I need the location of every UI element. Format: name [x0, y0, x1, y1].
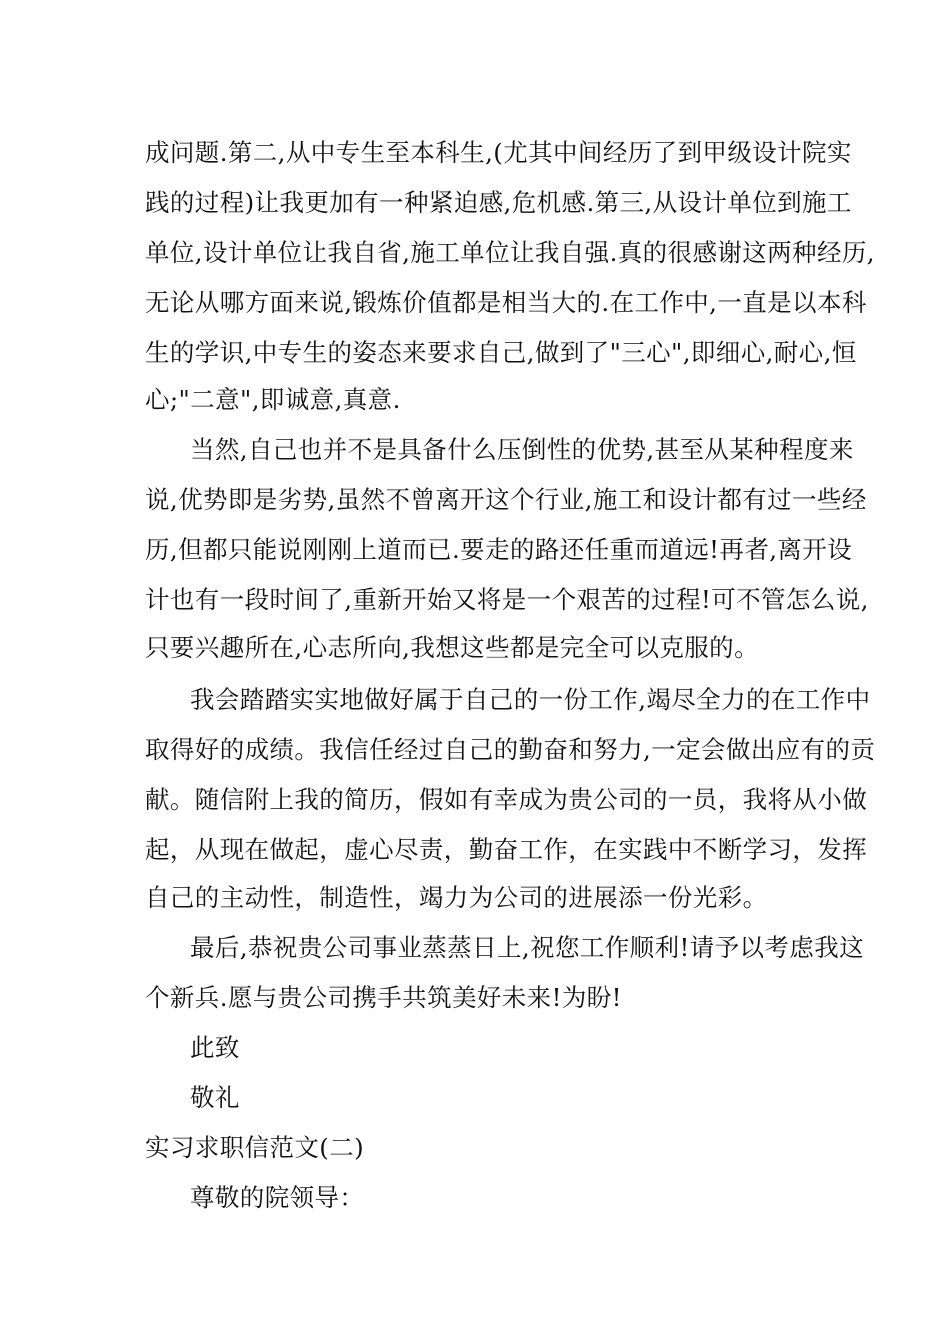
- closing-regards: 敬礼: [190, 1083, 240, 1112]
- paragraph-line: 我会踏踏实实地做好属于自己的一份工作,竭尽全力的在工作中: [190, 685, 871, 714]
- paragraph-line: 献。随信附上我的简历，假如有幸成为贵公司的一员，我将从小做: [145, 785, 868, 814]
- paragraph-line: 成问题.第二,从中专生至本科生,(尤其中间经历了到甲级设计院实: [145, 138, 852, 167]
- paragraph-line: 起，从现在做起，虚心尽责，勤奋工作，在实践中不断学习，发挥: [145, 835, 868, 864]
- paragraph-line: 最后,恭祝贵公司事业蒸蒸日上,祝您工作顺利!请予以考虑我这: [190, 933, 865, 962]
- paragraph-line: 计也有一段时间了,重新开始又将是一个艰苦的过程!可不管怎么说,: [145, 585, 869, 614]
- paragraph-line: 当然,自己也并不是具备什么压倒性的优势,甚至从某种程度来: [190, 435, 854, 464]
- paragraph-line: 单位,设计单位让我自省,施工单位让我自强.真的很感谢这两种经历,: [145, 238, 875, 267]
- paragraph-line: 自己的主动性，制造性，竭力为公司的进展添一份光彩。: [145, 883, 768, 912]
- paragraph-line: 只要兴趣所在,心志所向,我想这些都是完全可以克服的。: [145, 633, 759, 662]
- paragraph-line: 说,优势即是劣势,虽然不曾离开这个行业,施工和设计都有过一些经: [145, 485, 867, 514]
- paragraph-line: 取得好的成绩。我信任经过自己的勤奋和努力,一定会做出应有的贡: [145, 735, 876, 764]
- paragraph-line: 践的过程)让我更加有一种紧迫感,危机感.第三,从设计单位到施工: [145, 188, 852, 217]
- paragraph-line: 无论从哪方面来说,锻炼价值都是相当大的.在工作中,一直是以本科: [145, 288, 867, 317]
- paragraph-line: 历,但都只能说刚刚上道而已.要走的路还任重而道远!再者,离开设: [145, 535, 853, 564]
- paragraph-line: 生的学识,中专生的姿态来要求自己,做到了"三心",即细心,耐心,恒: [145, 338, 857, 367]
- section-title: 实习求职信范文(二): [145, 1133, 365, 1162]
- closing-salutation: 此致: [190, 1033, 240, 1062]
- paragraph-line: 个新兵.愿与贵公司携手共筑美好未来!为盼!: [145, 983, 622, 1012]
- paragraph-line: 心;"二意",即诚意,真意.: [145, 385, 401, 414]
- letter-greeting: 尊敬的院领导：: [190, 1183, 365, 1212]
